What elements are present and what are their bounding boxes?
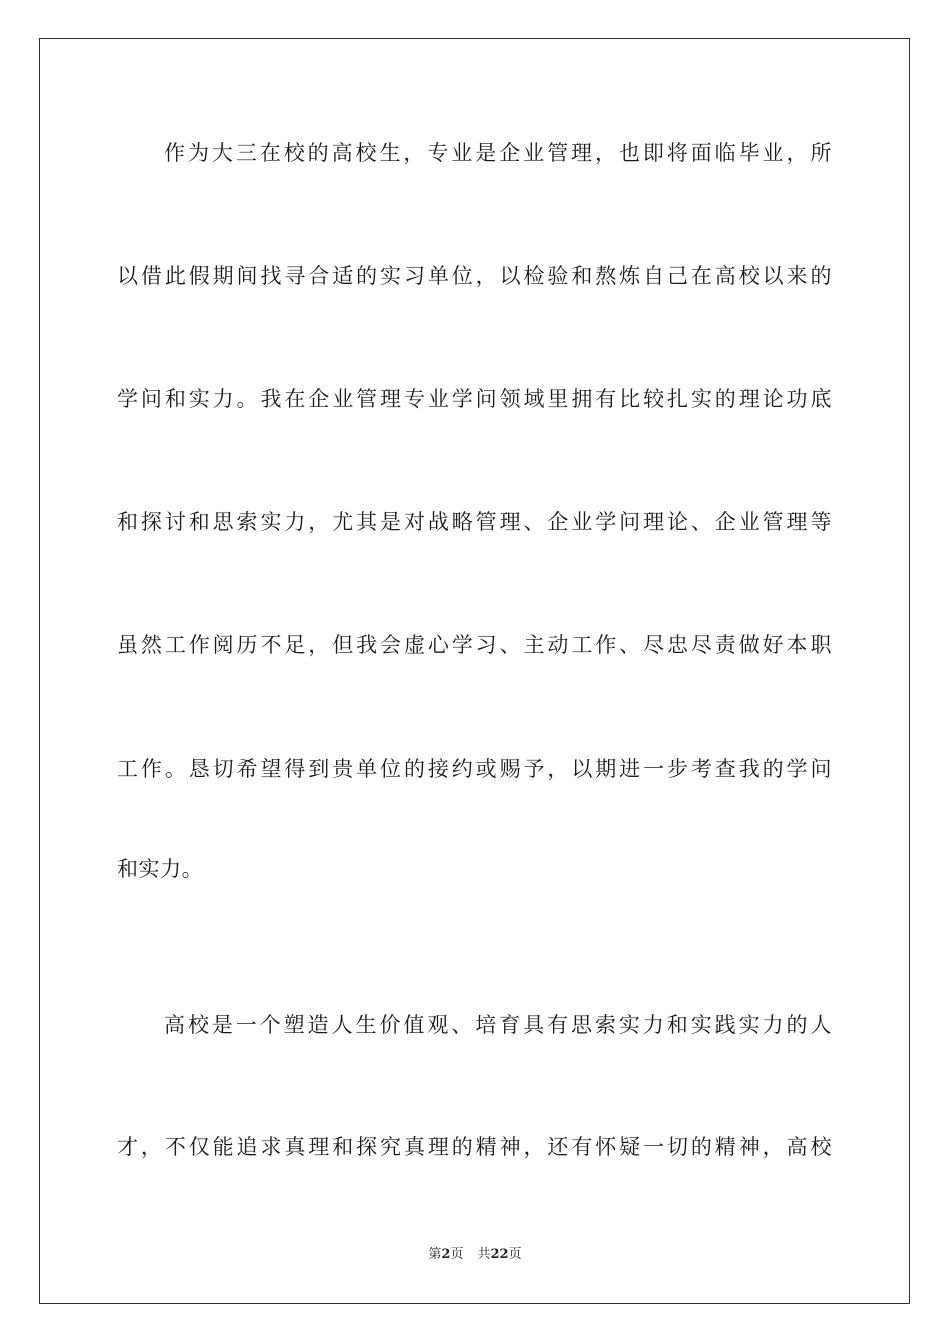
- paragraph-2-line-2: 才，不仅能追求真理和探究真理的精神，还有怀疑一切的精神，高校: [117, 1135, 832, 1159]
- page-footer: [0, 1246, 950, 1264]
- total-prefix: 共: [477, 1247, 491, 1262]
- paragraph-1-line-5: 虽然工作阅历不足，但我会虚心学习、主动工作、尽忠尽责做好本职: [117, 633, 832, 657]
- page-border: [39, 38, 910, 1304]
- paragraph-1-line-2: 以借此假期间找寻合适的实习单位，以检验和熬炼自己在高校以来的: [117, 264, 832, 288]
- paragraph-1-line-3: 学问和实力。我在企业管理专业学问领域里拥有比较扎实的理论功底: [117, 387, 832, 411]
- paragraph-1-line-7: 和实力。: [117, 857, 204, 881]
- paragraph-1-line-1: 作为大三在校的高校生，专业是企业管理，也即将面临毕业，所: [164, 141, 832, 165]
- paragraph-1-line-4: 和探讨和思索实力，尤其是对战略管理、企业学问理论、企业管理等: [117, 510, 832, 534]
- paragraph-2-line-1: 高校是一个塑造人生价值观、培育具有思索实力和实践实力的人: [164, 1013, 832, 1037]
- page-prefix: 第: [428, 1247, 442, 1262]
- paragraph-1-line-6: 工作。恳切希望得到贵单位的接约或赐予，以期进一步考查我的学问: [117, 757, 832, 781]
- total-suffix: 页: [508, 1247, 522, 1262]
- page-suffix: 页: [450, 1247, 464, 1262]
- total-pages: 22: [490, 1247, 509, 1262]
- page-number: 2: [441, 1247, 451, 1262]
